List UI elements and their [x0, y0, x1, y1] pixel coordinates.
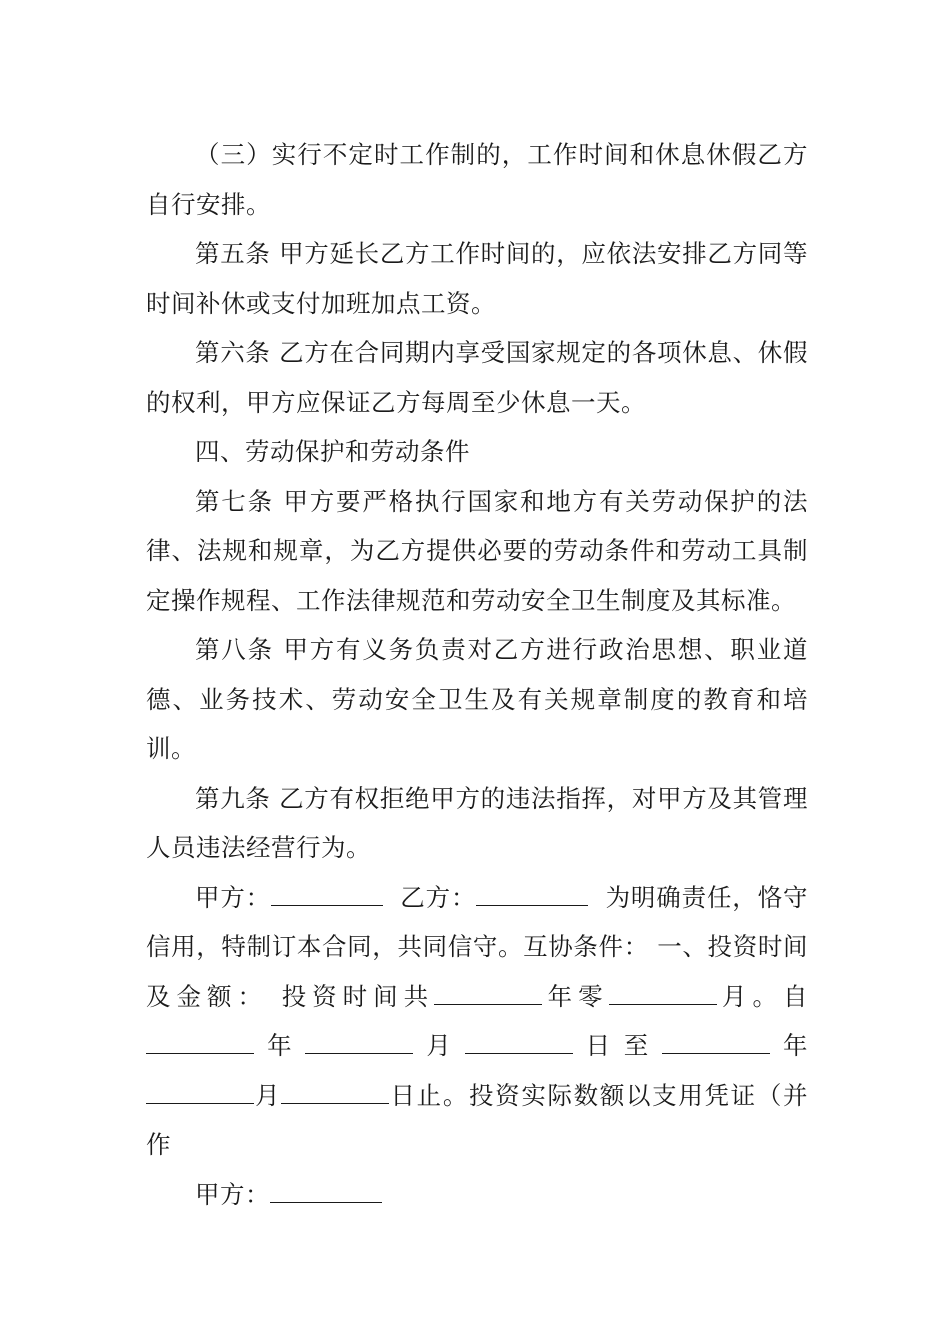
paragraph-investment-contract [146, 873, 808, 1170]
document-body [146, 130, 808, 1219]
signature-line [146, 1170, 808, 1220]
paragraph-article-9: 第九条 乙方有权拒绝甲方的违法指挥，对甲方及其管理人员违法经营行为。 [146, 783, 808, 862]
day-end-text: 日止。投资实际数额以支用凭证（并作 [146, 1080, 809, 1159]
party-b-label: 乙方： [400, 882, 477, 912]
end-month-blank [146, 1076, 254, 1104]
end-year-blank [662, 1026, 770, 1054]
section-heading-labor-protection: 四、劳动保护和劳动条件 [195, 437, 470, 466]
year-ling-text: 年零 [542, 981, 609, 1011]
start-year-text: 年 [254, 1031, 306, 1060]
start-day-blank [465, 1026, 573, 1054]
signature-party-a-blank [270, 1175, 382, 1203]
start-month-text: 月 [413, 1031, 465, 1060]
end-day-blank [281, 1076, 389, 1104]
end-year-text: 年 [769, 1031, 808, 1060]
start-month-blank [305, 1026, 413, 1054]
month-zi-text: 月。自 [716, 981, 809, 1011]
paragraph-article-7: 第七条 甲方要严格执行国家和地方有关劳动保护的法律、法规和规章，为乙方提供必要的劳动条件和劳动工具制定操作规程、工作法律规范和劳动安全卫生制度及其标准。 [146, 486, 808, 615]
paragraph-article-6: 第六条 乙方在合同期内享受国家规定的各项休息、休假的权利，甲方应保证乙方每周至少休息一天。 [146, 338, 808, 417]
end-month-text: 月 [254, 1080, 282, 1110]
party-a-blank [271, 878, 383, 906]
years-blank [434, 977, 542, 1005]
party-a-label: 甲方： [195, 882, 272, 912]
day-zhi-text: 日至 [572, 1031, 662, 1060]
signature-party-a-label: 甲方： [195, 1179, 270, 1209]
party-b-blank [476, 878, 588, 906]
months-blank [609, 977, 717, 1005]
contract-clause-text: 为明确责任，恪守信用，特制订本合同，共同信守。互协条件： 一、投资时间及金额： 投资时间共 [146, 882, 808, 1011]
paragraph-article-5: 第五条 甲方延长乙方工作时间的，应依法安排乙方同等时间补休或支付加班加点工资。 [146, 239, 808, 318]
start-year-blank [146, 1026, 254, 1054]
paragraph-3-flexible-hours: （三）实行不定时工作制的，工作时间和休息休假乙方自行安排。 [146, 140, 808, 219]
paragraph-article-8: 第八条 甲方有义务负责对乙方进行政治思想、职业道德、业务技术、劳动安全卫生及有关规章制度的教育和培训。 [146, 635, 808, 763]
